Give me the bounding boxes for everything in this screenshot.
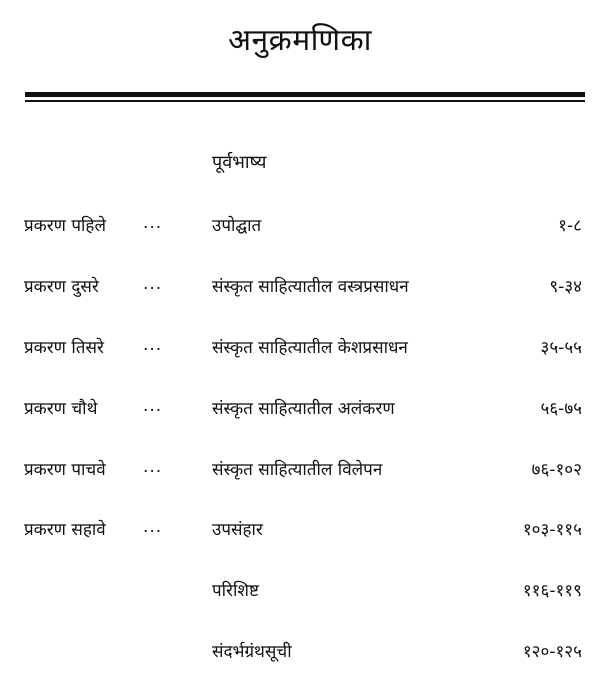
toc-entry-title: उपोद्घात [212, 216, 262, 236]
toc-row [0, 396, 600, 426]
toc-row [0, 639, 600, 669]
page-range: ५६-७५ [540, 399, 582, 419]
page-range: ७६-१०२ [531, 460, 582, 480]
toc-row [0, 335, 600, 365]
chapter-label: प्रकरण दुसरे [24, 277, 99, 297]
toc-row [0, 517, 600, 547]
toc-entry-title: परिशिष्ट [212, 581, 259, 601]
toc-entry-title: उपसंहार [212, 520, 263, 540]
dot-leader: ... [143, 517, 163, 537]
page-title: अनुक्रमणिका [228, 23, 372, 58]
page-range: १०३-११५ [522, 520, 582, 540]
chapter-label: प्रकरण चौथे [24, 399, 98, 419]
toc-entry-title: संदर्भग्रंथसूची [212, 642, 292, 662]
page-range: ९-३४ [549, 277, 582, 297]
toc-entry-title: संस्कृत साहित्यातील अलंकरण [212, 399, 395, 419]
toc-row [0, 274, 600, 304]
toc-entry-title: संस्कृत साहित्यातील विलेपन [212, 460, 383, 480]
chapter-label: प्रकरण पाचवे [24, 460, 106, 480]
page-range: ११६-११९ [522, 581, 582, 601]
dot-leader: ... [143, 457, 163, 477]
toc-row [0, 578, 600, 608]
preface-entry: पूर्वभाष्य [212, 152, 267, 173]
chapter-label: प्रकरण तिसरे [24, 338, 104, 358]
dot-leader: ... [143, 274, 163, 294]
dot-leader: ... [143, 396, 163, 416]
page-range: १२०-१२५ [522, 642, 582, 662]
dot-leader: ... [143, 213, 163, 233]
title-divider-thick [25, 92, 585, 97]
page-range: ३५-५५ [540, 338, 582, 358]
toc-entry-title: संस्कृत साहित्यातील केशप्रसाधन [212, 338, 408, 358]
dot-leader: ... [143, 335, 163, 355]
toc-row [0, 457, 600, 487]
chapter-label: प्रकरण सहावे [24, 520, 106, 540]
chapter-label: प्रकरण पहिले [24, 216, 106, 236]
toc-entry-title: संस्कृत साहित्यातील वस्त्रप्रसाधन [212, 277, 409, 297]
title-divider-thin [25, 100, 585, 102]
toc-row [0, 213, 600, 243]
page-range: १-८ [558, 216, 582, 236]
